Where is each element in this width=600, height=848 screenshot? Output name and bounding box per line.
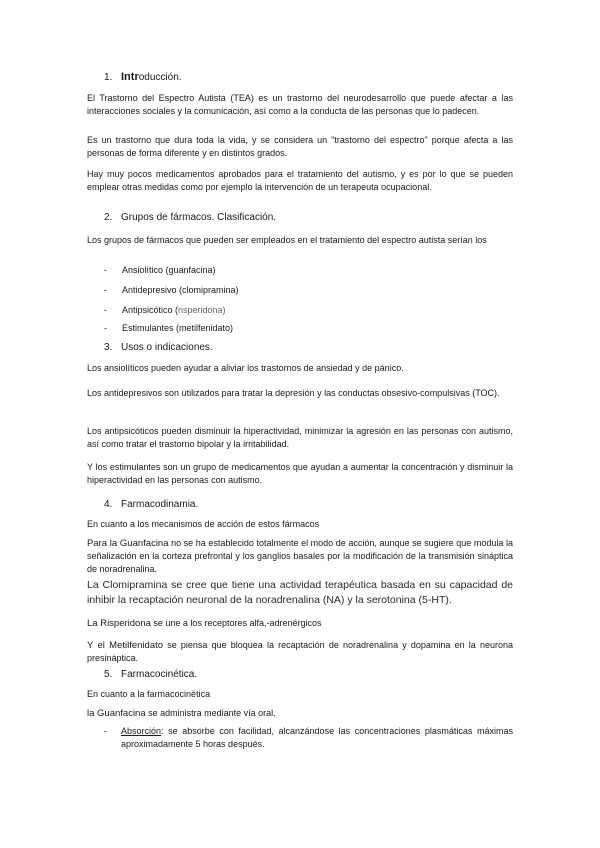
list-item: - Ansiolítico (guanfacina) (104, 265, 216, 275)
list-item: - Absorción: se absorbe con facilidad, alcanzándose las concentraciones plasmáticas máximas aproximadamente 5 horas después. (104, 726, 513, 749)
list-item: - Estimulantes (metilfenidato) (104, 323, 234, 333)
section-heading-groups: 2. Grupos de fármacos. Clasificación. (104, 212, 277, 223)
paragraph: la Guanfacina se administra mediante vía oral. (87, 708, 276, 719)
paragraph: Los grupos de fármacos que pueden ser empleados en el tratamiento del espectro autista serían los (87, 235, 487, 245)
list-item: - Antipsicótico (risperidona) (104, 305, 226, 315)
paragraph: Hay muy pocos medicamentos aprobados para el tratamiento del autismo, y es por lo que se pueden emplear otras medidas como por ejemplo la intervención de un terapeuta ocupacional. (87, 169, 513, 192)
section-heading-uses: 3. Usos o indicaciones. (104, 342, 213, 353)
paragraph: Los antidepresivos son utilizados para tratar la depresión y las conductas obsesivo-compulsivas (TOC). (87, 388, 500, 398)
section-heading-pharmacodynamics: 4. Farmacodinamia. (104, 499, 199, 510)
section-heading-pharmacokinetics: 5. Farmacocinética. (104, 669, 198, 680)
paragraph: Es un trastorno que dura toda la vida, y se considera un "trastorno del espectro" porque afecta a las personas de forma diferente y en distintos grados. (87, 135, 513, 158)
paragraph: En cuanto a la farmacocinética (87, 689, 211, 699)
paragraph: Y los estimulantes son un grupo de medicamentos que ayudan a aumentar la concentración y disminuir la hiperactividad en las personas con autismo. (87, 462, 513, 485)
paragraph: La Risperidona se une a los receptores alfa,-adrenérgicos (87, 618, 322, 629)
paragraph: Y el Metilfenidato se piensa que bloquea la recaptación de noradrenalina y dopamina en la neurona presináptica. (87, 640, 513, 663)
paragraph: Para la Guanfacina no se ha establecido totalmente el modo de acción, aunque se sugiere que modula la señalización en la corteza prefrontal y los ganglios basales por la modificación de la transmisión sináptica de noradrenalina. (87, 538, 513, 574)
list-item: - Antidepresivo (clomipramina) (104, 285, 239, 295)
paragraph: Los antipsicóticos pueden disminuir la hiperactividad, minimizar la agresión en las personas con autismo, así como tratar el trastorno bipolar y la irritabilidad. (87, 426, 513, 449)
paragraph: El Trastorno del Espectro Autista (TEA) es un trastorno del neurodesarrollo que puede afectar a las interacciones sociales y la comunicación, así como a la conducta de las personas que lo padecen. (87, 93, 513, 116)
section-heading-intro: 1. Introducción. (104, 71, 182, 83)
paragraph: La Clomipramina se cree que tiene una actividad terapéutica basada en su capacidad de inhibir la recaptación neuronal de la noradrenalina (NA) y la serotonina (5-HT). (87, 579, 513, 606)
paragraph: Los ansiolíticos pueden ayudar a aliviar los trastornos de ansiedad y de pánico. (87, 363, 404, 373)
paragraph: En cuanto a los mecanismos de acción de estos fármacos (87, 519, 320, 529)
